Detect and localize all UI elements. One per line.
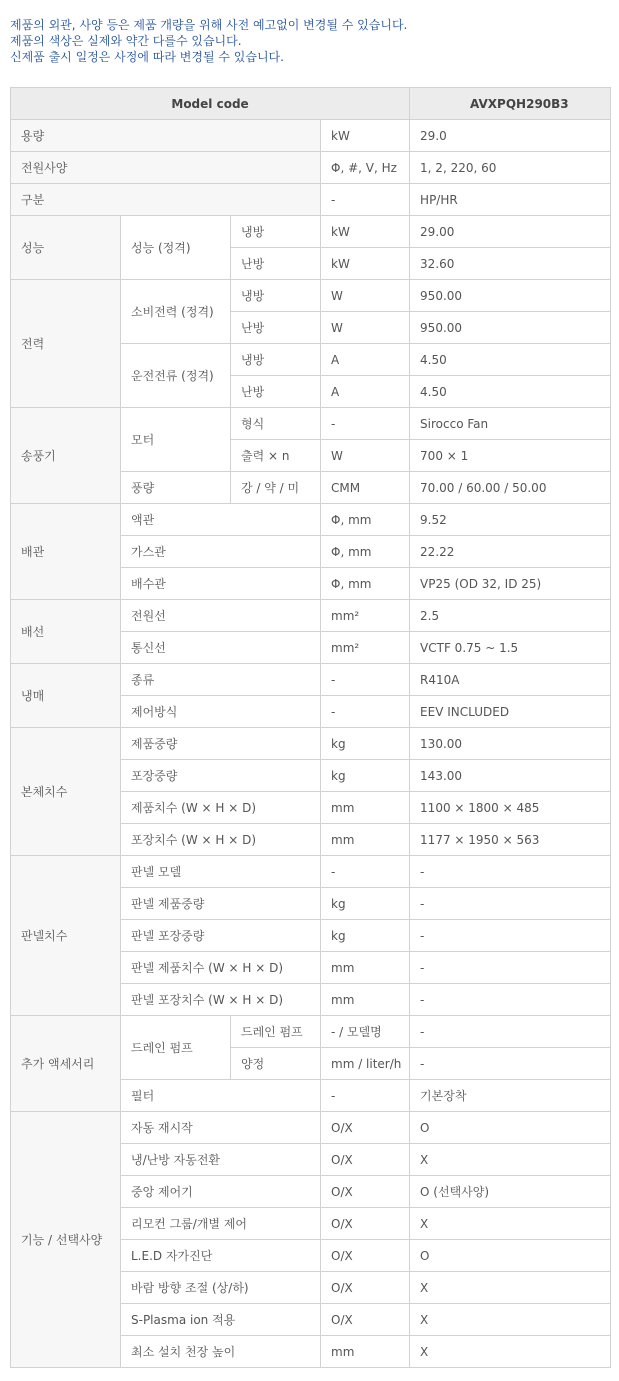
category-cell: 배선	[11, 600, 121, 664]
spec-cell: -	[321, 856, 410, 888]
spec-cell: 소비전력 (정격)	[121, 280, 231, 344]
notice-line: 제품의 외관, 사양 등은 제품 개량을 위해 사전 예고없이 변경될 수 있습니다.	[10, 18, 408, 32]
spec-cell: 포장중량	[121, 760, 321, 792]
spec-cell: O	[410, 1112, 611, 1144]
spec-cell: 판넬 모델	[121, 856, 321, 888]
spec-cell: mm	[321, 1336, 410, 1368]
spec-cell: -	[321, 1080, 410, 1112]
spec-cell: 950.00	[410, 280, 611, 312]
spec-cell: 4.50	[410, 376, 611, 408]
spec-cell: Φ, #, V, Hz	[321, 152, 410, 184]
spec-cell: mm / liter/h	[321, 1048, 410, 1080]
spec-cell: R410A	[410, 664, 611, 696]
spec-table	[10, 87, 611, 1368]
spec-cell: 제어방식	[121, 696, 321, 728]
spec-cell: 운전전류 (정격)	[121, 344, 231, 408]
category-cell: 추가 액세서리	[11, 1016, 121, 1112]
spec-cell: O/X	[321, 1240, 410, 1272]
table-row	[11, 280, 611, 312]
spec-cell: 판넬 제품중량	[121, 888, 321, 920]
spec-cell: 29.00	[410, 216, 611, 248]
model-code-header: Model code	[11, 88, 410, 120]
spec-cell: 형식	[231, 408, 321, 440]
spec-cell: kg	[321, 728, 410, 760]
category-cell: 용량	[11, 120, 321, 152]
table-row	[11, 856, 611, 888]
spec-cell: kW	[321, 216, 410, 248]
spec-cell: -	[321, 408, 410, 440]
spec-cell: mm	[321, 824, 410, 856]
spec-cell: Φ, mm	[321, 536, 410, 568]
category-cell: 기능 / 선택사양	[11, 1112, 121, 1368]
spec-cell: A	[321, 376, 410, 408]
spec-cell: mm	[321, 984, 410, 1016]
spec-cell: A	[321, 344, 410, 376]
spec-cell: mm	[321, 792, 410, 824]
spec-cell: Φ, mm	[321, 568, 410, 600]
spec-cell: -	[410, 920, 611, 952]
spec-cell: 냉방	[231, 344, 321, 376]
spec-cell: -	[410, 888, 611, 920]
spec-cell: -	[321, 664, 410, 696]
spec-cell: O/X	[321, 1144, 410, 1176]
spec-cell: 통신선	[121, 632, 321, 664]
spec-cell: 950.00	[410, 312, 611, 344]
spec-cell: - / 모델명	[321, 1016, 410, 1048]
category-cell: 전원사양	[11, 152, 321, 184]
category-cell: 배관	[11, 504, 121, 600]
spec-cell: 바람 방향 조절 (상/하)	[121, 1272, 321, 1304]
spec-cell: O	[410, 1240, 611, 1272]
spec-cell: 32.60	[410, 248, 611, 280]
spec-cell: EEV INCLUDED	[410, 696, 611, 728]
table-row	[11, 152, 611, 184]
spec-cell: 1100 × 1800 × 485	[410, 792, 611, 824]
spec-cell: O/X	[321, 1272, 410, 1304]
spec-cell: 143.00	[410, 760, 611, 792]
spec-cell: 판넬 포장중량	[121, 920, 321, 952]
spec-cell: 난방	[231, 376, 321, 408]
spec-cell: X	[410, 1304, 611, 1336]
spec-cell: 제품중량	[121, 728, 321, 760]
spec-cell: kg	[321, 888, 410, 920]
spec-cell: X	[410, 1144, 611, 1176]
category-cell: 성능	[11, 216, 121, 280]
spec-cell: 출력 × n	[231, 440, 321, 472]
notice-line: 신제품 출시 일정은 사정에 따라 변경될 수 있습니다.	[10, 50, 284, 64]
spec-cell: 70.00 / 60.00 / 50.00	[410, 472, 611, 504]
spec-table-body	[11, 120, 611, 1368]
spec-cell: 판넬 제품치수 (W × H × D)	[121, 952, 321, 984]
spec-cell: 1177 × 1950 × 563	[410, 824, 611, 856]
spec-cell: 130.00	[410, 728, 611, 760]
spec-cell: 종류	[121, 664, 321, 696]
spec-cell: 액관	[121, 504, 321, 536]
spec-cell: O/X	[321, 1112, 410, 1144]
table-row	[11, 184, 611, 216]
spec-cell: VCTF 0.75 ~ 1.5	[410, 632, 611, 664]
table-row	[11, 1112, 611, 1144]
spec-cell: W	[321, 312, 410, 344]
table-row	[11, 120, 611, 152]
spec-cell: 난방	[231, 312, 321, 344]
spec-cell: -	[410, 984, 611, 1016]
spec-cell: 리모컨 그룹/개별 제어	[121, 1208, 321, 1240]
spec-cell: -	[410, 952, 611, 984]
table-row	[11, 1016, 611, 1048]
spec-cell: 양정	[231, 1048, 321, 1080]
category-cell: 구분	[11, 184, 321, 216]
table-row	[11, 408, 611, 440]
spec-cell: 성능 (정격)	[121, 216, 231, 280]
table-row	[11, 504, 611, 536]
category-cell: 전력	[11, 280, 121, 408]
spec-cell: 드레인 펌프	[121, 1016, 231, 1080]
spec-cell: 최소 설치 천장 높이	[121, 1336, 321, 1368]
spec-cell: -	[410, 1048, 611, 1080]
spec-cell: W	[321, 280, 410, 312]
table-header-row	[11, 88, 611, 120]
spec-cell: mm²	[321, 632, 410, 664]
spec-cell: 기본장착	[410, 1080, 611, 1112]
spec-cell: 전원선	[121, 600, 321, 632]
spec-cell: W	[321, 440, 410, 472]
spec-cell: X	[410, 1208, 611, 1240]
table-row	[11, 728, 611, 760]
spec-cell: VP25 (OD 32, ID 25)	[410, 568, 611, 600]
spec-cell: 포장치수 (W × H × D)	[121, 824, 321, 856]
spec-cell: X	[410, 1272, 611, 1304]
table-row	[11, 664, 611, 696]
table-row	[11, 216, 611, 248]
table-row	[11, 600, 611, 632]
spec-cell: 난방	[231, 248, 321, 280]
spec-cell: HP/HR	[410, 184, 611, 216]
spec-cell: O (선택사양)	[410, 1176, 611, 1208]
spec-cell: 9.52	[410, 504, 611, 536]
spec-cell: Φ, mm	[321, 504, 410, 536]
spec-cell: kg	[321, 920, 410, 952]
spec-cell: X	[410, 1336, 611, 1368]
spec-cell: kW	[321, 248, 410, 280]
spec-cell: Sirocco Fan	[410, 408, 611, 440]
spec-cell: -	[410, 1016, 611, 1048]
spec-cell: mm²	[321, 600, 410, 632]
spec-cell: 22.22	[410, 536, 611, 568]
spec-cell: 필터	[121, 1080, 321, 1112]
spec-cell: mm	[321, 952, 410, 984]
spec-cell: 1, 2, 220, 60	[410, 152, 611, 184]
spec-cell: -	[321, 184, 410, 216]
spec-cell: 4.50	[410, 344, 611, 376]
spec-cell: 냉/난방 자동전환	[121, 1144, 321, 1176]
spec-cell: 드레인 펌프	[231, 1016, 321, 1048]
model-name-header: AVXPQH290B3	[410, 88, 611, 120]
spec-cell: O/X	[321, 1304, 410, 1336]
spec-cell: 제품치수 (W × H × D)	[121, 792, 321, 824]
spec-cell: L.E.D 자가진단	[121, 1240, 321, 1272]
spec-cell: 중앙 제어기	[121, 1176, 321, 1208]
spec-cell: kg	[321, 760, 410, 792]
spec-cell: 700 × 1	[410, 440, 611, 472]
category-cell: 본체치수	[11, 728, 121, 856]
spec-cell: CMM	[321, 472, 410, 504]
notice-block	[10, 17, 610, 65]
category-cell: 송풍기	[11, 408, 121, 504]
spec-cell: 풍량	[121, 472, 231, 504]
category-cell: 판넬치수	[11, 856, 121, 1016]
category-cell: 냉매	[11, 664, 121, 728]
spec-cell: 강 / 약 / 미	[231, 472, 321, 504]
spec-cell: 자동 재시작	[121, 1112, 321, 1144]
spec-cell: 배수관	[121, 568, 321, 600]
spec-cell: kW	[321, 120, 410, 152]
spec-cell: O/X	[321, 1208, 410, 1240]
spec-cell: -	[321, 696, 410, 728]
spec-cell: O/X	[321, 1176, 410, 1208]
spec-cell: 냉방	[231, 280, 321, 312]
spec-cell: S-Plasma ion 적용	[121, 1304, 321, 1336]
spec-cell: 2.5	[410, 600, 611, 632]
spec-cell: 가스관	[121, 536, 321, 568]
spec-cell: 모터	[121, 408, 231, 472]
spec-cell: 냉방	[231, 216, 321, 248]
notice-line: 제품의 색상은 실제와 약간 다를수 있습니다.	[10, 34, 242, 48]
spec-cell: 판넬 포장치수 (W × H × D)	[121, 984, 321, 1016]
spec-cell: -	[410, 856, 611, 888]
spec-cell: 29.0	[410, 120, 611, 152]
